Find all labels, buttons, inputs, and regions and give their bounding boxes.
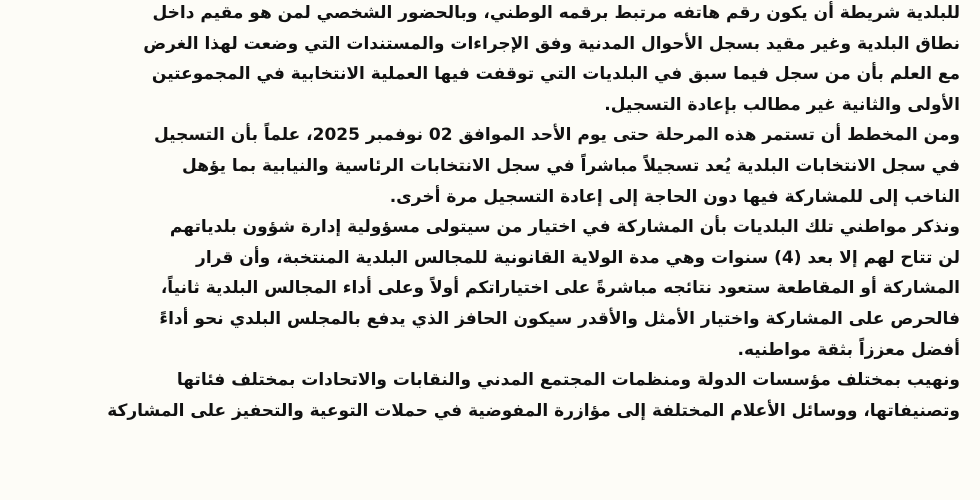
text-line: ونهيب بمختلف مؤسسات الدولة ومنظمات المجتمع المدني والنقابات والاتحادات بمختلف فئاتها	[176, 370, 960, 391]
text-line: ونذكر مواطني تلك البلديات بأن المشاركة في اختيار من سيتولى مسؤولية إدارة شؤون بلدياتهم	[169, 217, 960, 238]
paragraph-institutions-appeal	[14, 365, 960, 426]
paragraph-registration-deadline	[14, 120, 960, 212]
text-line: أفضل معززاً بثقة مواطنيه.	[737, 339, 960, 360]
text-line: نطاق البلدية وغير مقيد بسجل الأحوال المدنية وفق الإجراءات والمستندات التي وضعت لهذا الغرض	[143, 33, 960, 54]
text-line: الناخب إلى للمشاركة فيها دون الحاجة إلى إعادة التسجيل مرة أخرى.	[389, 186, 960, 207]
text-line: للبلدية شريطة أن يكون رقم هاتفه مرتبط برقمه الوطني، وبالحضور الشخصي لمن هو مقيم داخل	[152, 3, 960, 23]
text-line: في سجل الانتخابات البلدية يُعد تسجيلاً مباشراً في سجل الانتخابات الرئاسية والنيابية بما يؤهل	[182, 155, 960, 176]
text-line: المشاركة أو المقاطعة ستعود نتائجه مباشرةً على اختياراتكم أولاً وعلى أداء المجالس البلدية ثانياً،	[160, 278, 960, 299]
paragraph-registration-conditions	[14, 0, 960, 120]
text-line: الأولى والثانية غير مطالب بإعادة التسجيل.	[604, 94, 960, 115]
text-line: وتصنيفاتها، ووسائل الأعلام المختلفة إلى مؤازرة المفوضية في حملات التوعية والتحفيز على المشاركة	[107, 400, 960, 421]
text-line: ومن المخطط أن تستمر هذه المرحلة حتى يوم الأحد الموافق 02 نوفمبر 2025، علماً بأن التسجيل	[153, 125, 960, 146]
text-line: لن تتاح لهم إلا بعد (4) سنوات وهي مدة الولاية القانونية للمجالس البلدية المنتخبة، وأن قرار	[196, 247, 960, 268]
paragraph-citizen-reminder	[14, 212, 960, 365]
text-line: فالحرص على المشاركة واختيار الأمثل والأقدر سيكون الحافز الذي يدفع بالمجلس البلدي نحو أداءً	[159, 308, 960, 329]
announcement-body	[14, 0, 960, 426]
text-line: مع العلم بأن من سجل فيما سبق في البلديات التي توقفت فيها العملية الانتخابية في المجموعتين	[151, 64, 960, 85]
